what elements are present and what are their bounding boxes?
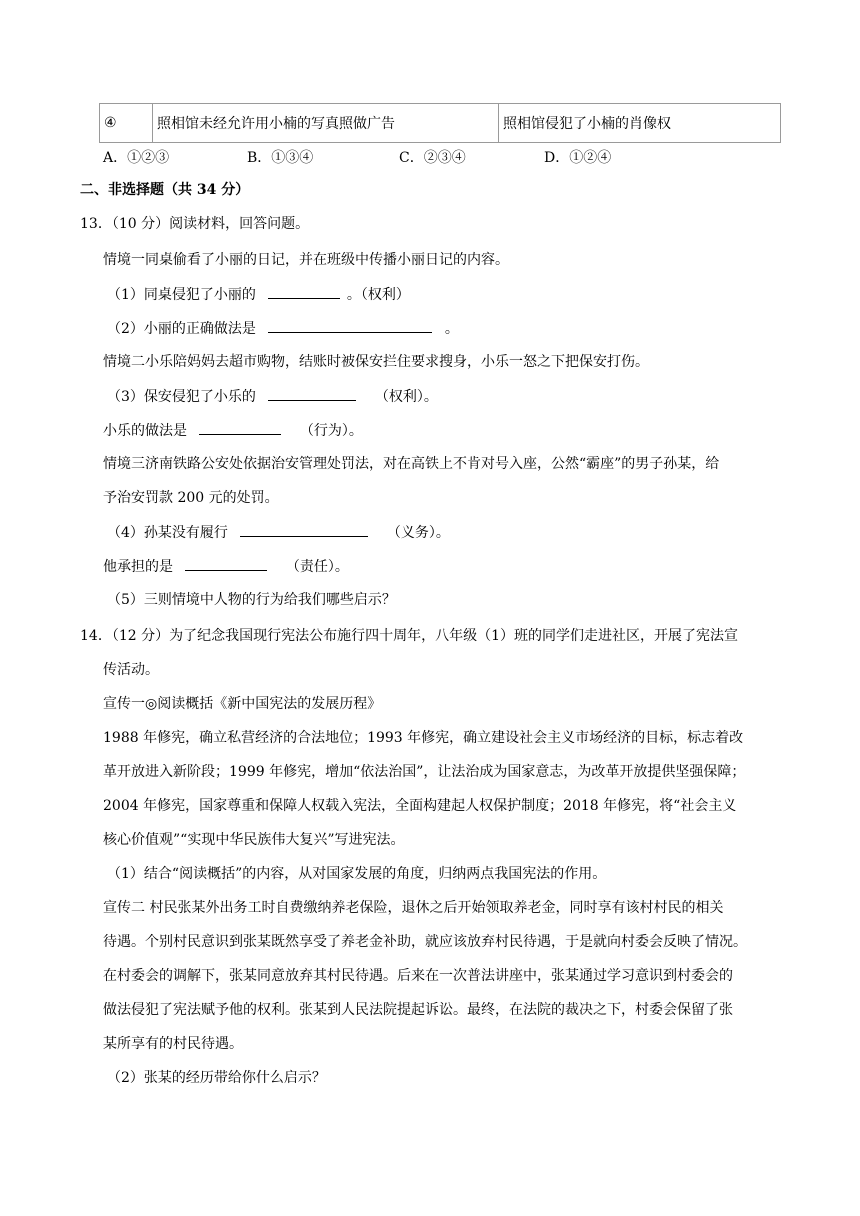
q14-publicity-2-line2: 待遇。个别村民意识到张某既然享受了养老金补助，就应该放弃村民待遇，于是就向村委会反映了情况。	[103, 934, 747, 950]
q13-scenario-3-line1: 情境三济南铁路公安处依据治安管理处罚法，对在高铁上不肯对号入座，公然“霸座”的男子孙某，给	[103, 456, 720, 472]
prompt-suffix: （义务）。	[386, 525, 450, 541]
q13-part-2	[107, 318, 459, 339]
prompt-text: （1）同桌侵犯了小丽的	[107, 287, 256, 303]
q13-part-4-responsibility	[103, 556, 349, 577]
prompt-text: （4）孙某没有履行	[107, 525, 228, 541]
prompt-suffix: 。	[444, 321, 459, 337]
q13-title: 13．（10 分）阅读材料，回答问题。	[80, 216, 310, 232]
option-b	[247, 148, 313, 168]
q13-part-4	[107, 522, 450, 543]
q13-scenario-3-line2: 予治安罚款 200 元的处罚。	[103, 490, 279, 506]
row-number: ④	[100, 104, 153, 143]
prompt-text: （3）保安侵犯了小乐的	[107, 389, 256, 405]
option-key: B．	[247, 150, 272, 166]
q13-part-1	[107, 284, 410, 305]
q14-publicity-1: 宣传一◎阅读概括《新中国宪法的发展历程》	[103, 696, 382, 712]
answer-blank[interactable]	[268, 284, 340, 299]
answer-blank[interactable]	[240, 522, 368, 537]
q13-scenario-2: 情境二小乐陪妈妈去超市购物，结账时被保安拦住要求搜身，小乐一怒之下把保安打伤。	[103, 354, 649, 370]
q14-title-line2: 传活动。	[103, 662, 159, 678]
q14-part-2: （2）张某的经历带给你什么启示？	[107, 1070, 326, 1086]
table-row	[100, 104, 781, 143]
q14-material-line2: 革开放进入新阶段；1999 年修宪，增加“依法治国”，让法治成为国家意志，为改革开放提供坚强保障；	[103, 764, 746, 780]
q14-publicity-2-line5: 某所享有的村民待遇。	[103, 1036, 243, 1052]
option-key: A．	[103, 150, 128, 166]
prompt-text: （2）小丽的正确做法是	[107, 321, 256, 337]
option-value: ①②④	[569, 150, 612, 166]
option-key: C．	[399, 150, 424, 166]
case-cell: 照相馆未经允许用小楠的写真照做广告	[153, 104, 499, 143]
answer-blank[interactable]	[185, 556, 267, 571]
prompt-suffix: （行为）。	[299, 423, 363, 439]
answer-table	[99, 103, 781, 143]
q14-material-line3: 2004 年修宪，国家尊重和保障人权载入宪法，全面构建起人权保护制度；2018 年修宪，将“社会主义	[103, 798, 737, 814]
q14-material-line1: 1988 年修宪，确立私营经济的合法地位；1993 年修宪，确立建设社会主义市场经济的目标，标志着改	[103, 730, 744, 746]
q13-part-5: （5）三则情境中人物的行为给我们哪些启示？	[107, 592, 396, 608]
prompt-suffix: 。（权利）	[346, 287, 410, 303]
option-a	[103, 148, 169, 168]
q14-publicity-2-line4: 做法侵犯了宪法赋予他的权利。张某到人民法院提起诉讼。最终，在法院的裁决之下，村委会保留了张	[103, 1002, 733, 1018]
option-key: D．	[544, 150, 570, 166]
section-title: 二、非选择题（共 34 分）	[80, 182, 250, 198]
prompt-text: 小乐的做法是	[103, 423, 187, 439]
prompt-suffix: （权利）。	[374, 389, 438, 405]
option-c	[399, 148, 466, 168]
q13-scenario-1: 情境一同桌偷看了小丽的日记，并在班级中传播小丽日记的内容。	[103, 252, 509, 268]
q14-part-1: （1）结合“阅读概括”的内容，从对国家发展的角度，归纳两点我国宪法的作用。	[107, 866, 607, 882]
answer-blank[interactable]	[268, 318, 432, 333]
prompt-text: 他承担的是	[103, 559, 173, 575]
prompt-suffix: （责任）。	[285, 559, 349, 575]
answer-blank[interactable]	[268, 386, 356, 401]
q13-part-3-action	[103, 420, 363, 441]
q13-part-3	[107, 386, 438, 407]
judgment-cell: 照相馆侵犯了小楠的肖像权	[499, 104, 781, 143]
option-value: ①③④	[271, 150, 314, 166]
option-value: ②③④	[423, 150, 466, 166]
option-d	[544, 148, 611, 168]
q14-publicity-2-line1: 宣传二 村民张某外出务工时自费缴纳养老保险，退休之后开始领取养老金，同时享有该村村民的相关	[103, 900, 724, 916]
q14-material-line4: 核心价值观”“实现中华民族伟大复兴”写进宪法。	[103, 832, 405, 848]
option-value: ①②③	[127, 150, 170, 166]
q14-publicity-2-line3: 在村委会的调解下，张某同意放弃其村民待遇。后来在一次普法讲座中，张某通过学习意识到村委会的	[103, 968, 733, 984]
q14-title-line1: 14．（12 分）为了纪念我国现行宪法公布施行四十周年，八年级（1）班的同学们走进社区，开展了宪法宣	[80, 628, 738, 644]
answer-blank[interactable]	[199, 420, 281, 435]
